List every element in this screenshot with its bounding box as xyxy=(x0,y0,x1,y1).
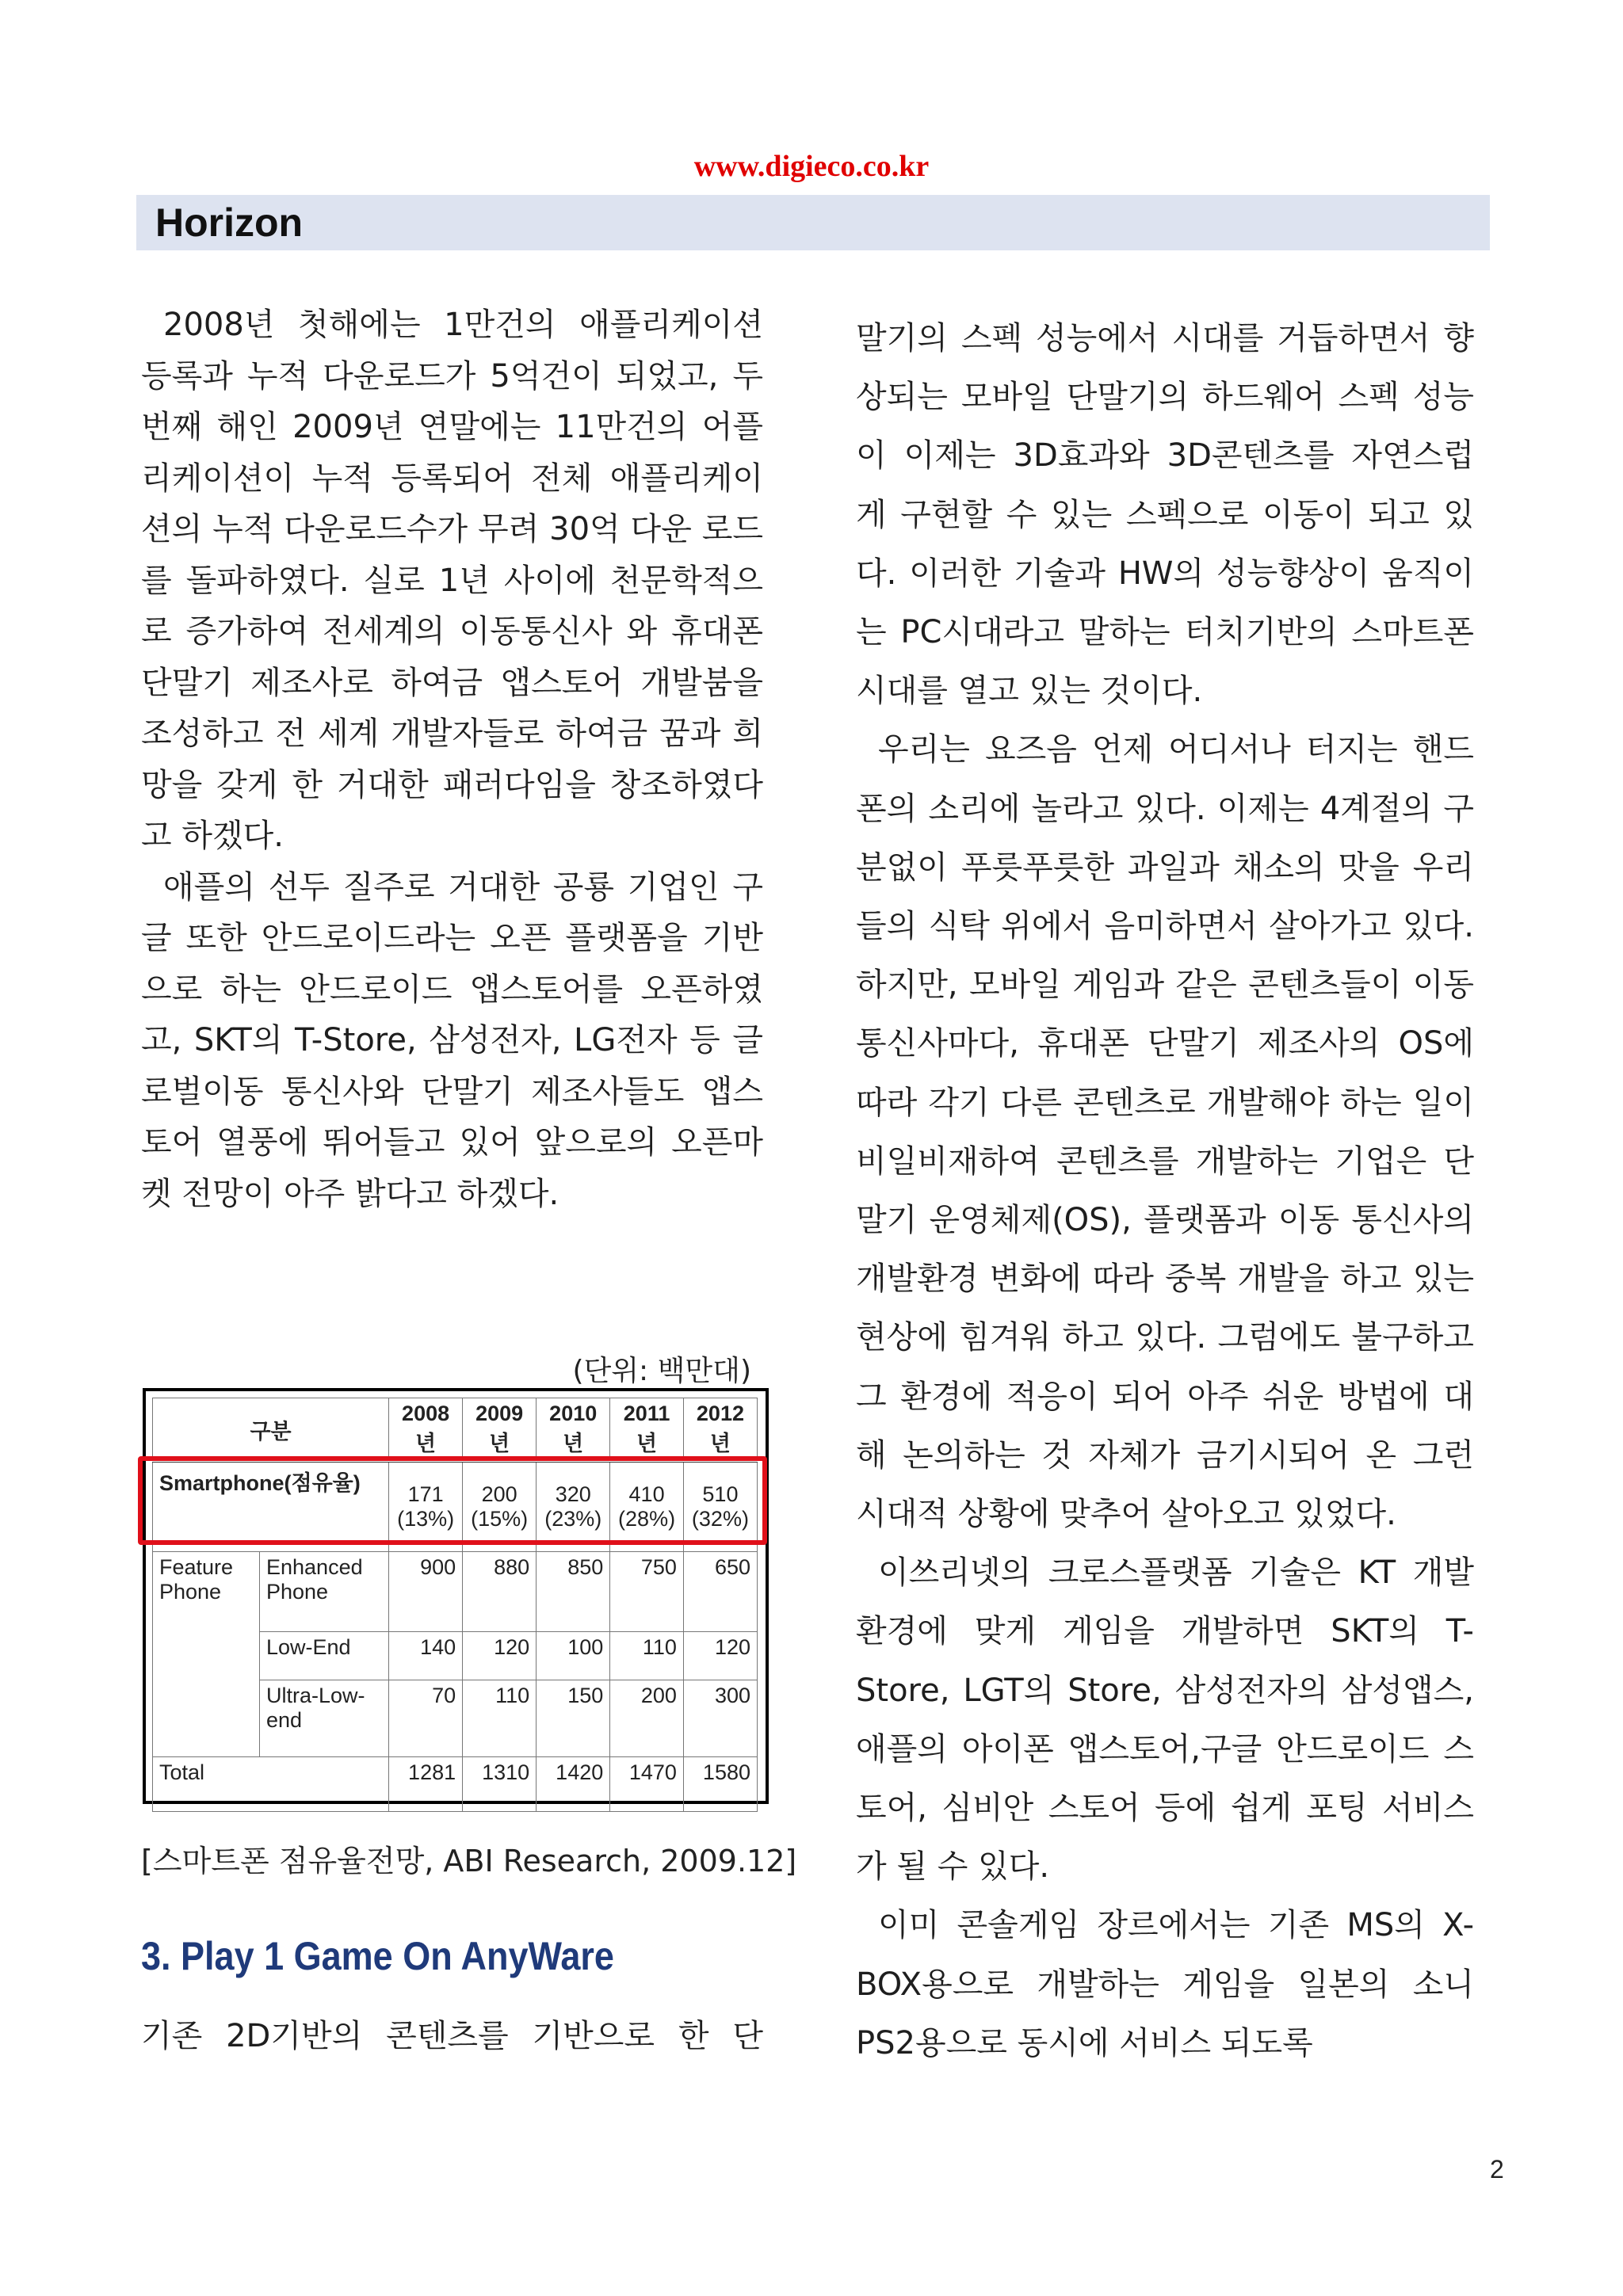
cell-value: 200 xyxy=(481,1482,517,1506)
table-cell xyxy=(463,1462,537,1552)
page-number: 2 xyxy=(1490,2155,1504,2183)
table-cell: 900 xyxy=(389,1552,463,1632)
table-header-cell: 2009년 xyxy=(463,1398,537,1462)
paragraph: 이쓰리넷의 크로스플랫폼 기술은 KT 개발환경에 맞게 게임을 개발하면 SKT의 T-Store, LGT의 Store, 삼성전자의 삼성앱스, 애플의 아이폰 앱스토어,구글 안드로이드 스토어, 심비안 스토어 등에 쉽게 포팅 서비스가 될 수 있다. xyxy=(856,1554,1474,1886)
cell-value: 410 xyxy=(628,1482,665,1506)
table-cell: 70 xyxy=(389,1680,463,1757)
row-group-label: Feature Phone xyxy=(153,1552,260,1757)
table-cell: 1420 xyxy=(537,1757,610,1812)
cell-share: (15%) xyxy=(471,1507,529,1531)
row-label: Ultra-Low-end xyxy=(260,1680,389,1757)
table-header-cell: 2010년 xyxy=(537,1398,610,1462)
row-label: Total xyxy=(153,1757,389,1812)
table-cell: 120 xyxy=(683,1632,757,1680)
table-cell: 850 xyxy=(537,1552,610,1632)
table-cell: 150 xyxy=(537,1680,610,1757)
table-unit-label: (단위: 백만대) xyxy=(572,1355,751,1387)
table-row-total xyxy=(153,1757,758,1812)
table-row-smartphone xyxy=(153,1462,758,1552)
table-cell xyxy=(537,1462,610,1552)
table-cell: 1281 xyxy=(389,1757,463,1812)
section3-text: 기존 2D기반의 콘텐츠를 기반으로 한 단 xyxy=(141,2018,763,2054)
row-label: Smartphone(점유율) xyxy=(153,1462,389,1552)
table-cell: 1310 xyxy=(463,1757,537,1812)
table-cell: 100 xyxy=(537,1632,610,1680)
cell-value: 510 xyxy=(702,1482,739,1506)
row-label: Enhanced Phone xyxy=(260,1552,389,1632)
cell-share: (13%) xyxy=(397,1507,455,1531)
table-cell xyxy=(389,1462,463,1552)
table-cell xyxy=(683,1462,757,1552)
section-title: Horizon xyxy=(155,200,304,245)
table-cell: 880 xyxy=(463,1552,537,1632)
table-cell: 750 xyxy=(610,1552,684,1632)
table-header-row xyxy=(153,1398,758,1462)
cell-value: 171 xyxy=(407,1482,444,1506)
paragraph: 말기의 스펙 성능에서 시대를 거듭하면서 향상되는 모바일 단말기의 하드웨어 스펙 성능이 이제는 3D효과와 3D콘텐츠를 자연스럽게 구현할 수 있는 스펙으로 이동이 되고 있다. 이러한 기술과 HW의 성능향상이 움직이는 PC시대라고 말하는 터치기반의 스마트폰 시대를 열고 있는 것이다. xyxy=(856,320,1474,710)
table-cell xyxy=(610,1462,684,1552)
table-cell: 200 xyxy=(610,1680,684,1757)
table-cell: 1470 xyxy=(610,1757,684,1812)
cell-share: (28%) xyxy=(618,1507,676,1531)
table-cell: 650 xyxy=(683,1552,757,1632)
cell-share: (23%) xyxy=(544,1507,602,1531)
cell-value: 320 xyxy=(555,1482,591,1506)
smartphone-forecast-table xyxy=(143,1388,769,1804)
cell-share: (32%) xyxy=(691,1507,749,1531)
paragraph: 애플의 선두 질주로 거대한 공룡 기업인 구글 또한 안드로이드라는 오픈 플랫폼을 기반으로 하는 안드로이드 앱스토어를 오픈하였고, SKT의 T-Store, 삼성전자, LG전자 등 글로벌이동 통신사와 단말기 제조사들도 앱스토어 열풍에 뛰어들고 있어 앞으로의 오픈마켓 전망이 아주 밝다고 하겠다. xyxy=(141,868,763,1212)
table-row xyxy=(153,1552,758,1632)
table-cell: 110 xyxy=(463,1680,537,1757)
table-header-cell: 구분 xyxy=(153,1398,389,1462)
paragraph: 우리는 요즈음 언제 어디서나 터지는 핸드폰의 소리에 놀라고 있다. 이제는 4계절의 구분없이 푸릇푸릇한 과일과 채소의 맛을 우리들의 식탁 위에서 음미하면서 살아가고 있다. 하지만, 모바일 게임과 같은 콘텐츠들이 이동통신사마다, 휴대폰 단말기 제조사의 OS에 따라 각기 다른 콘텐츠로 개발해야 하는 일이 비일비재하여 콘텐츠를 개발하는 기업은 단말기 운영체제(OS), 플랫폼과 이동 통신사의 개발환경 변화에 따라 중복 개발을 하고 있는 현상에 힘겨워 하고 있다. 그럼에도 불구하고 그 환경에 적응이 되어 아주 쉬운 방법에 대해 논의하는 것 자체가 금기시되어 온 그런 시대적 상황에 맞추어 살아오고 있었다. xyxy=(856,731,1474,1533)
section-header-bar xyxy=(136,195,1490,250)
table-header-cell: 2011년 xyxy=(610,1398,684,1462)
table-cell: 120 xyxy=(463,1632,537,1680)
section3-heading: 3. Play 1 Game On AnyWare xyxy=(141,1934,614,1978)
paragraph: 이미 콘솔게임 장르에서는 기존 MS의 X-BOX용으로 개발하는 게임을 일본의 소니 PS2용으로 동시에 서비스 되도록 xyxy=(856,1907,1474,2061)
table-caption: [스마트폰 점유율전망, ABI Research, 2009.12] xyxy=(141,1844,797,1878)
left-column xyxy=(141,299,763,1219)
paragraph: 2008년 첫해에는 1만건의 애플리케이션 등록과 누적 다운로드가 5억건이 되었고, 두 번째 해인 2009년 연말에는 11만건의 어플리케이션이 누적 등록되어 전체 애플리케이션의 누적 다운로드수가 무려 30억 다운 로드를 돌파하였다. 실로 1년 사이에 천문학적으로 증가하여 전세계의 이동통신사 와 휴대폰 단말기 제조사로 하여금 앱스토어 개발붐을 조성하고 전 세계 개발자들로 하여금 꿈과 희망을 갖게 한 거대한 패러다임을 창조하였다고 하겠다. xyxy=(141,307,763,854)
table-cell: 140 xyxy=(389,1632,463,1680)
right-column xyxy=(856,309,1474,2073)
table-header-cell: 2008년 xyxy=(389,1398,463,1462)
table-cell: 110 xyxy=(610,1632,684,1680)
table-cell: 300 xyxy=(683,1680,757,1757)
table-header-cell: 2012년 xyxy=(683,1398,757,1462)
site-url[interactable]: www.digieco.co.kr xyxy=(693,150,930,183)
row-label: Low-End xyxy=(260,1632,389,1680)
table-cell: 1580 xyxy=(683,1757,757,1812)
